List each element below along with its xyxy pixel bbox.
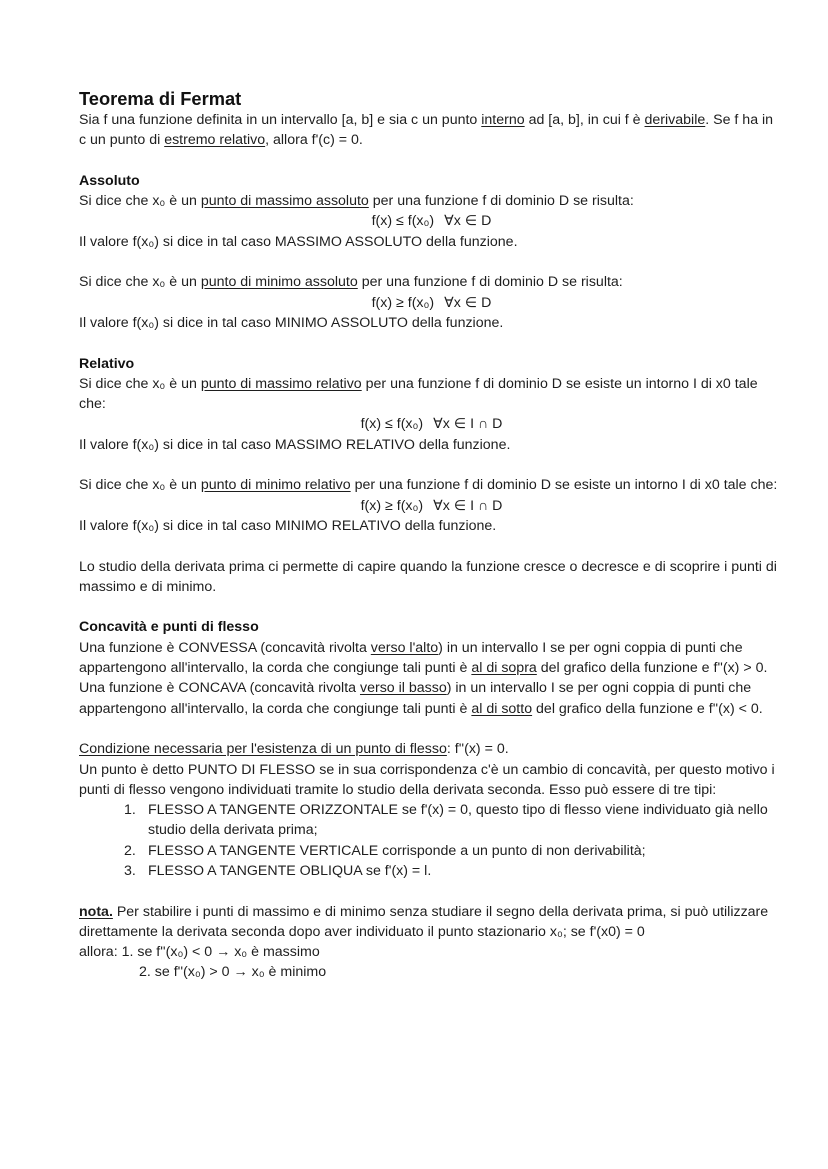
formula-part: ∀x ∈ I ∩ D (433, 497, 503, 514)
underlined-term: punto di minimo relativo (200, 477, 351, 494)
text-run: Si dice che x₀ è un (79, 274, 201, 291)
text-run: ) in un intervallo I se per ogni coppia di punti che appartengono all'intervallo, la corda che congiunge tali punti è (79, 639, 743, 677)
massimo-relativo-value: Il valore f(x₀) si dice in tal caso MASSIMO RELATIVO della funzione. (79, 436, 511, 453)
minimo-relativo-formula (79, 496, 784, 516)
text-run: Una funzione è CONVESSA (concavità rivolta (79, 639, 371, 656)
list-item (124, 800, 784, 841)
text-run: del grafico della funzione e f''(x) > 0. (536, 660, 768, 677)
document-page (79, 88, 784, 983)
text-run: , allora f'(c) = 0. (265, 132, 363, 149)
concava-definition (79, 678, 784, 719)
nota-line-1: allora: 1. se f''(x₀) < 0 → x₀ è massimo (79, 944, 320, 961)
list-number: 1. (124, 802, 136, 819)
text-run: ) in un intervallo I se per ogni coppia di punti che appartengono all'intervallo, la corda che congiunge tali punti è (79, 680, 752, 717)
massimo-assoluto-value: Il valore f(x₀) si dice in tal caso MASSIMO ASSOLUTO della funzione. (79, 233, 518, 250)
underlined-term: verso il basso (359, 680, 447, 697)
massimo-assoluto-definition (79, 191, 784, 211)
formula-part: ∀x ∈ I ∩ D (433, 416, 503, 433)
convessa-definition (79, 638, 784, 679)
relativo-heading: Relativo (79, 355, 135, 372)
text-run: Sia f una funzione definita in un intervallo [a, b] e sia c un punto (79, 112, 482, 128)
text-run: per una funzione f di dominio D se risulta: (357, 274, 623, 291)
list-text: FLESSO A TANGENTE VERTICALE corrisponde a un punto di non derivabilità; (148, 842, 646, 859)
concavita-heading: Concavità e punti di flesso (79, 619, 259, 636)
massimo-assoluto-formula (79, 211, 784, 231)
text-run: Una funzione è CONCAVA (concavità rivolta (79, 680, 360, 697)
underlined-term: al di sopra (471, 660, 537, 677)
list-text: FLESSO A TANGENTE ORIZZONTALE se f'(x) = 0, questo tipo di flesso viene individuato già nello studio della derivata prima; (148, 802, 768, 839)
underlined-term: punto di minimo assoluto (200, 274, 358, 291)
text-run: . Se f ha in c un punto di (79, 112, 774, 149)
underlined-term: punto di massimo relativo (200, 375, 362, 392)
minimo-relativo-definition (79, 475, 784, 495)
text-run: : f''(x) = 0. (446, 741, 509, 758)
minimo-assoluto-formula (79, 293, 784, 313)
massimo-relativo-definition (79, 374, 784, 415)
text-run: del grafico della funzione e f''(x) < 0. (532, 700, 763, 717)
nota-line-2: 2. se f''(x₀) > 0 → x₀ è minimo (139, 964, 327, 981)
text-run: per una funzione f di dominio D se esiste un intorno I di x0 tale che: (350, 477, 778, 494)
formula-part: f(x) ≤ f(x₀) (371, 213, 435, 230)
list-number: 2. (124, 842, 136, 859)
text-run: per una funzione f di dominio D se esiste un intorno I di x0 tale che: (79, 375, 758, 413)
nota-paragraph (79, 902, 784, 943)
fermat-statement (79, 110, 784, 151)
formula-part: f(x) ≥ f(x₀) (360, 497, 424, 514)
list-item (124, 861, 784, 881)
formula-part: f(x) ≤ f(x₀) (360, 416, 424, 433)
nota-label: nota. (79, 903, 113, 920)
underlined-term: estremo relativo (164, 132, 266, 149)
text-run: per una funzione f di dominio D se risulta: (368, 193, 634, 210)
flesso-condizione (79, 739, 784, 759)
formula-part: ∀x ∈ D (444, 294, 492, 311)
underlined-term: al di sotto (471, 700, 533, 717)
formula-part: f(x) ≥ f(x₀) (371, 294, 435, 311)
text-run: Si dice che x₀ è un (79, 193, 201, 210)
assoluto-heading: Assoluto (79, 172, 140, 189)
fermat-title: Teorema di Fermat (79, 88, 242, 109)
underlined-term: interno (481, 112, 525, 128)
list-item (124, 841, 784, 861)
list-text: FLESSO A TANGENTE OBLIQUA se f'(x) = l. (148, 862, 432, 879)
underlined-term: Condizione necessaria per l'esistenza di un punto di flesso (79, 741, 447, 758)
list-number: 3. (124, 862, 136, 879)
minimo-assoluto-definition (79, 272, 784, 292)
massimo-relativo-formula (79, 414, 784, 434)
minimo-assoluto-value: Il valore f(x₀) si dice in tal caso MINIMO ASSOLUTO della funzione. (79, 314, 504, 331)
minimo-relativo-value: Il valore f(x₀) si dice in tal caso MINIMO RELATIVO della funzione. (79, 517, 497, 534)
text-run: ad [a, b], in cui f è (524, 112, 645, 128)
text-run: Si dice che x₀ è un (79, 375, 201, 392)
derivata-prima-paragraph: Lo studio della derivata prima ci permette di capire quando la funzione cresce o decresce e di scoprire i punti di massimo e di minimo. (79, 558, 777, 595)
underlined-term: punto di massimo assoluto (200, 193, 369, 210)
underlined-term: derivabile (644, 112, 706, 128)
underlined-term: verso l'alto (370, 639, 439, 656)
flesso-definizione: Un punto è detto PUNTO DI FLESSO se in sua corrispondenza c'è un cambio di concavità, per questo motivo i punti di flesso vengono individuati tramite lo studio della derivata seconda. Esso può essere di tre tipi: (79, 761, 775, 798)
text-run: Si dice che x₀ è un (79, 477, 201, 494)
formula-part: ∀x ∈ D (444, 213, 492, 230)
text-run: Per stabilire i punti di massimo e di minimo senza studiare il segno della derivata prima, si può utilizzare direttamente la derivata seconda dopo aver individuato il punto stazionario x₀; se f'(x0) = 0 (79, 903, 769, 940)
flesso-types-list (79, 800, 784, 881)
